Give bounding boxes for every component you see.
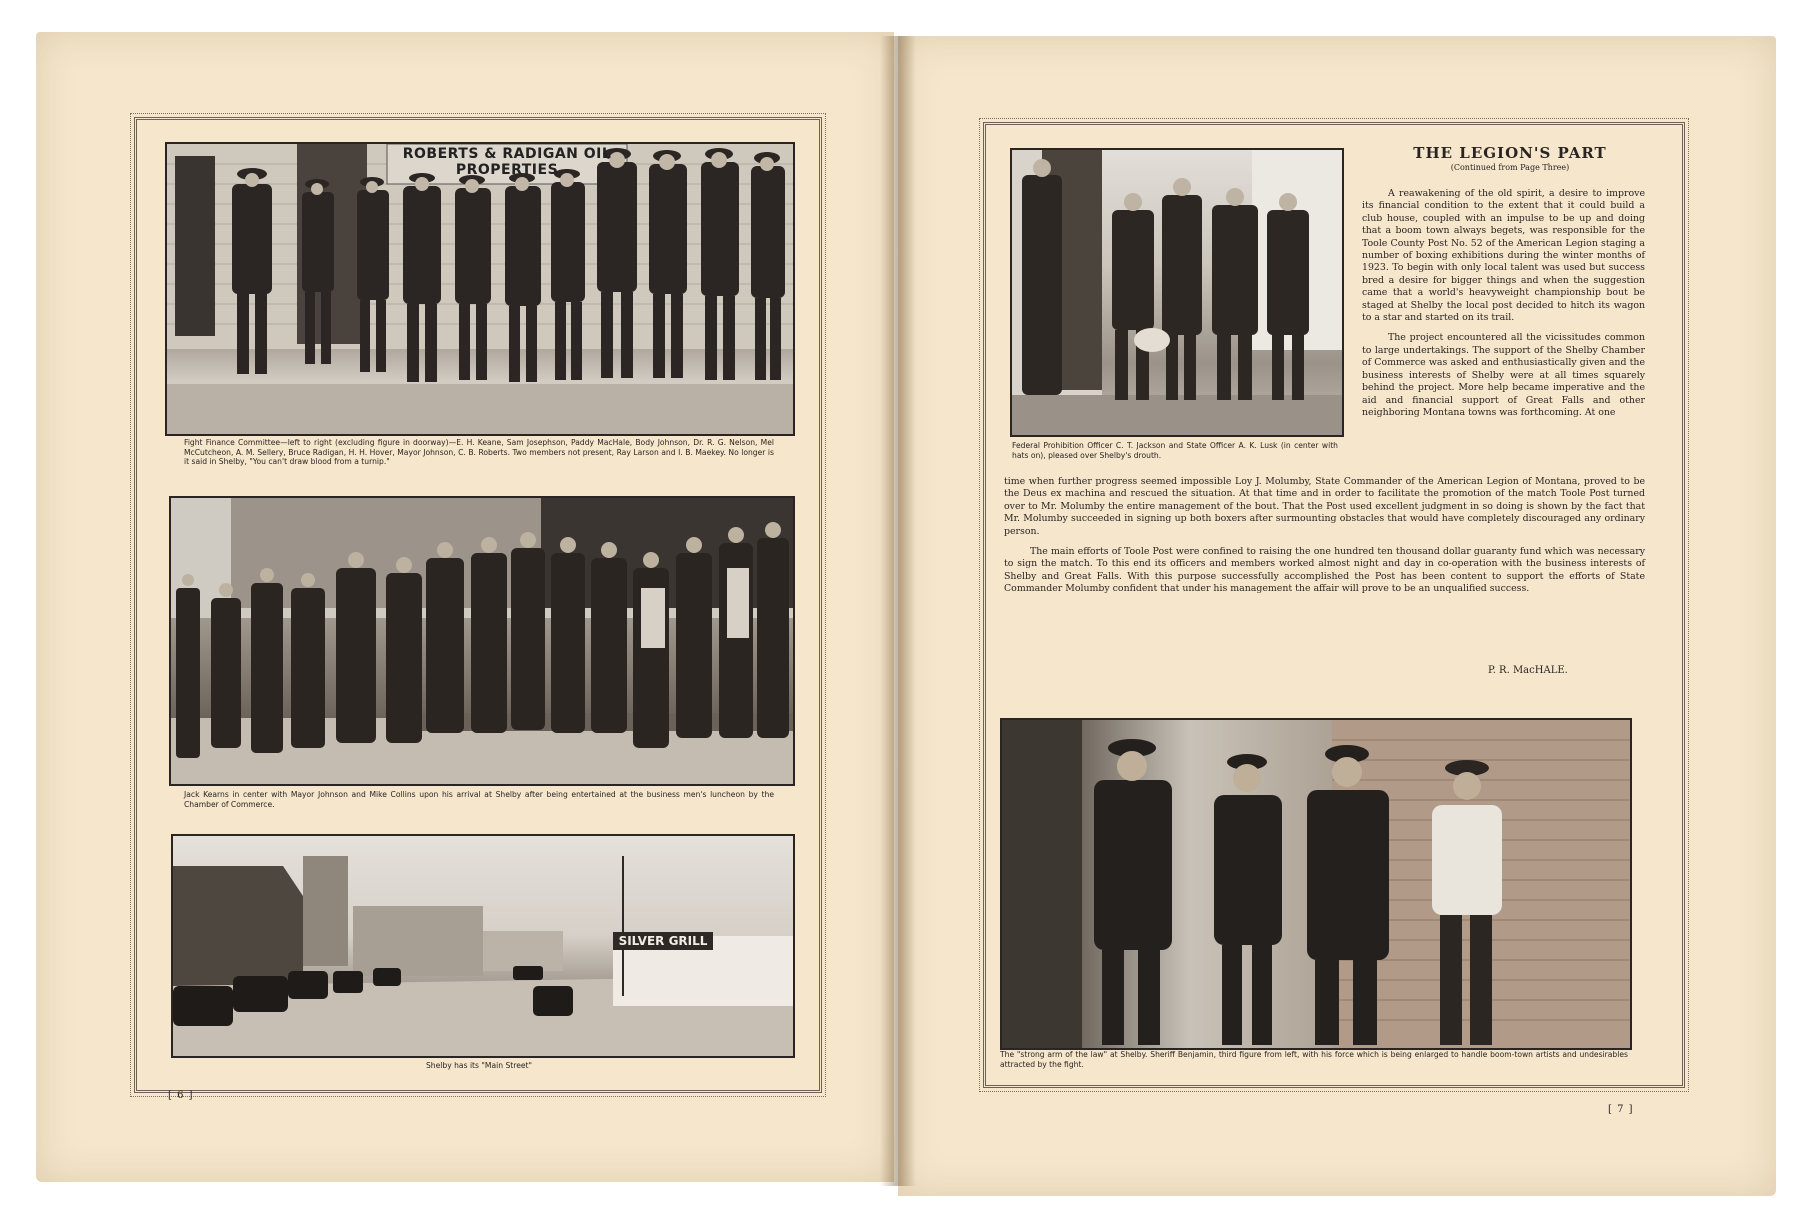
photo-sheriff-force bbox=[1000, 718, 1632, 1050]
article-signature: P. R. MacHALE. bbox=[1488, 665, 1568, 676]
photo-finance-committee bbox=[165, 142, 795, 436]
article-full-width bbox=[1004, 476, 1645, 602]
right-page-number: [ 7 ] bbox=[1608, 1104, 1634, 1115]
photo-kearns-arrival bbox=[169, 496, 795, 786]
article-title: THE LEGION'S PART bbox=[1413, 144, 1607, 162]
sheriff-force-caption: The "strong arm of the law" at Shelby. Sheriff Benjamin, third figure from left, with his force which is being enlarged to handle boom-town artists and undesirables attracted by the fight. bbox=[1000, 1050, 1628, 1069]
article-paragraph-1: A reawakening of the old spirit, a desire to improve its financial condition to the extent that it could build a club house, coupled with an impulse to be up and doing that a boom town always begets, was responsible for the Toole County Post No. 52 of the American Legion staging a number of boxing exhibitions during the winter months of 1923. To begin with only local talent was used but success bred a desire for bigger things and when the suggestion came that a world's heavyweight championship bout be staged at Shelby the local post decided to hitch its wagon to a star and started on its trail. bbox=[1362, 188, 1645, 324]
finance-committee-caption: Fight Finance Committee—left to right (excluding figure in doorway)—E. H. Keane, Sam Josephson, Paddy MacHale, Body Johnson, Dr. R. G. Nelson, Mel McCutcheon, A. M. Sellery, Bruce Radigan, H. H. Hover, Mayor Johnson, C. B. Roberts. Two members not present, Ray Larson and I. B. Maekey. No longer is it said in Shelby, "You can't draw blood from a turnip." bbox=[184, 438, 774, 466]
kearns-arrival-illustration bbox=[171, 498, 793, 784]
finance-committee-illustration bbox=[167, 144, 793, 434]
article-column-right bbox=[1362, 188, 1645, 425]
article-subtitle: (Continued from Page Three) bbox=[1450, 163, 1570, 172]
prohibition-officers-caption: Federal Prohibition Officer C. T. Jackson and State Officer A. K. Lusk (in center with hats on), pleased over Shelby's drouth. bbox=[1012, 441, 1338, 460]
photo-prohibition-officers bbox=[1010, 148, 1344, 437]
sheriff-force-illustration bbox=[1002, 720, 1630, 1048]
kearns-arrival-caption: Jack Kearns in center with Mayor Johnson and Mike Collins upon his arrival at Shelby after being entertained at the business men's luncheon by the Chamber of Commerce. bbox=[184, 790, 774, 809]
article-paragraph-2b: time when further progress seemed impossible Loy J. Molumby, State Commander of the American Legion of Montana, proved to be the Deus ex machina and rescued the situation. At that time and in order to facilitate the promotion of the match Toole Post turned over to Mr. Molumby the entire management of the bout. That the Post used excellent judgment in so doing is shown by the fact that Mr. Molumby succeeded in signing up both boxers after surmounting obstacles that would have completely discouraged any ordinary person. bbox=[1004, 476, 1645, 537]
article-paragraph-2a: The project encountered all the vicissitudes common to large undertakings. The support of the Shelby Chamber of Commerce was asked and enthusiastically given and the business interests of Shelby were at all times squarely behind the project. More help became imperative and the aid and financial support of Great Falls and other neighboring Montana towns was forthcoming. At one bbox=[1362, 332, 1645, 418]
main-street-caption: Shelby has its "Main Street" bbox=[425, 1061, 533, 1070]
photo-main-street bbox=[171, 834, 795, 1058]
binding-gutter bbox=[880, 36, 916, 1186]
office-sign-text: ROBERTS & RADIGAN OIL PROPERTIES bbox=[402, 146, 612, 178]
prohibition-officers-illustration bbox=[1012, 150, 1342, 435]
silver-grill-sign: SILVER GRILL bbox=[618, 934, 708, 948]
article-paragraph-3: The main efforts of Toole Post were confined to raising the one hundred ten thousand dollar guaranty fund which was necessary to sign the match. To this end its officers and members worked almost night and day in co-operation with the business interests of Shelby and Great Falls. With this purpose successfully accomplished the Post has been content to support the efforts of State Commander Molumby confident that under his management the affair will prove to be an unqualified success. bbox=[1004, 546, 1645, 595]
left-page-number: [ 6 ] bbox=[168, 1090, 194, 1101]
